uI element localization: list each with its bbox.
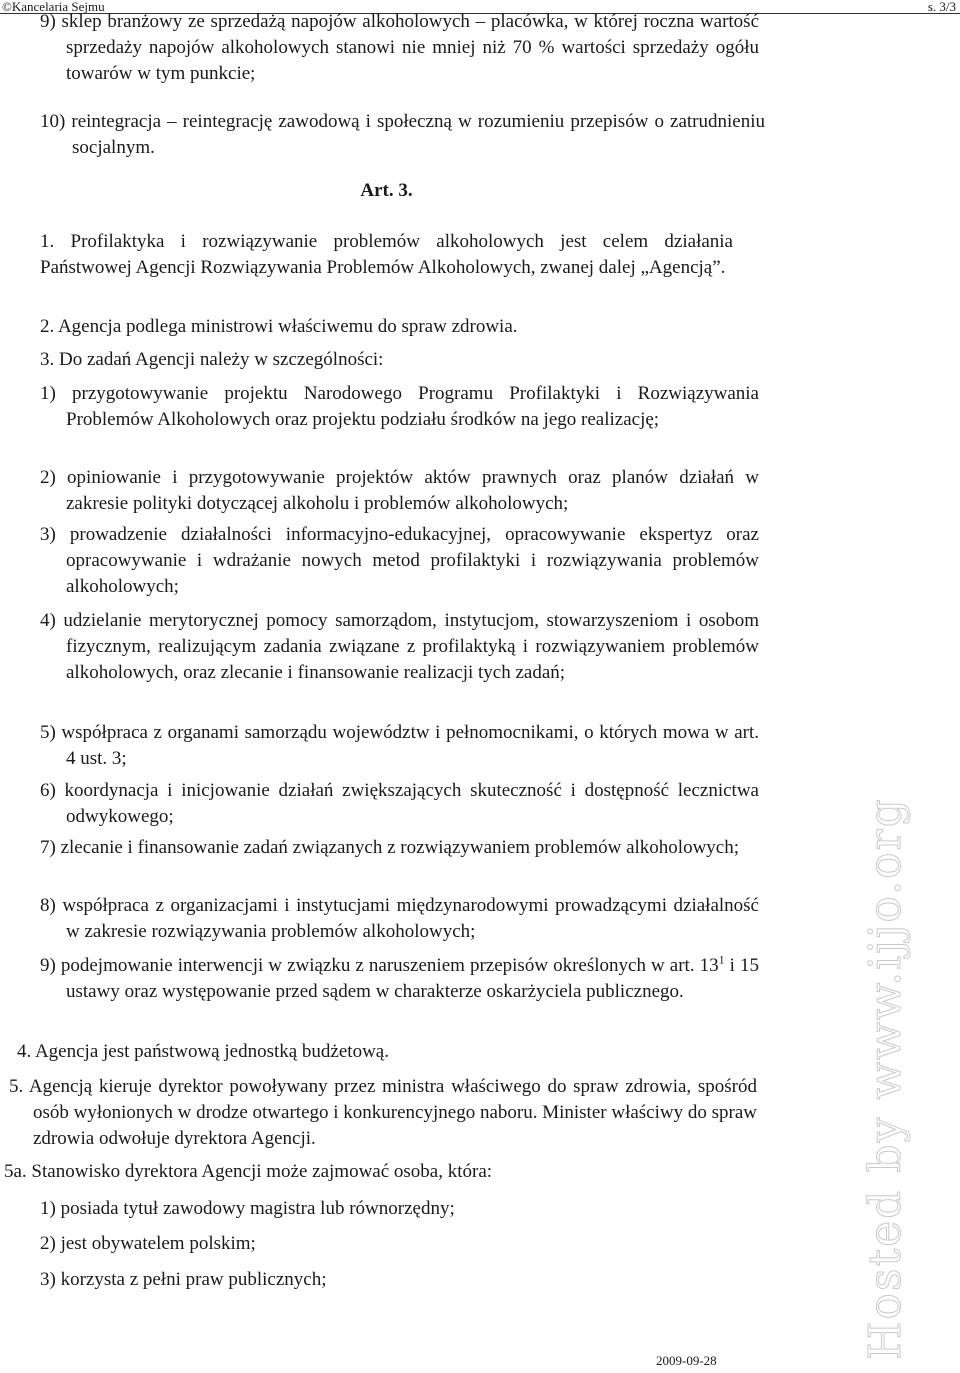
task-item-8: 8) współpraca z organizacjami i instytucjami międzynarodowymi prowadzącymi działalność w zakresie rozwiązywania problemów alkoholowych;	[40, 895, 759, 942]
article-paragraph-1: 1. Profilaktyka i rozwiązywanie problemów alkoholowych jest celem działania Państwowej Agencji Rozwiązywania Problemów Alkoholowych, zwanej dalej „Agencją”.	[40, 231, 733, 278]
article-paragraph-3: 3. Do zadań Agencji należy w szczególności:	[40, 349, 384, 370]
watermark-text: Hosted by www.ijjo.org	[860, 797, 911, 1360]
article-paragraph-5a: 5a. Stanowisko dyrektora Agencji może zajmować osoba, która:	[4, 1161, 493, 1182]
task-item-9-superscript: 1	[718, 952, 725, 967]
task-item-9	[40, 953, 759, 1005]
task-item-6: 6) koordynacja i inicjowanie działań zwiększających skuteczność i dostępność lecznictwa odwykowego;	[40, 780, 759, 827]
definition-item-10: 10) reintegracja – reintegrację zawodową i społeczną w rozumieniu przepisów o zatrudnieniu socjalnym.	[40, 111, 765, 158]
task-item-7: 7) zlecanie i finansowanie zadań związanych z rozwiązywaniem problemów alkoholowych;	[40, 837, 740, 858]
article-paragraph-4: 4. Agencja jest państwową jednostką budżetową.	[17, 1041, 389, 1062]
requirement-item-1: 1) posiada tytuł zawodowy magistra lub równorzędny;	[40, 1198, 455, 1219]
publisher-label: ©Kancelaria Sejmu	[2, 0, 105, 14]
task-item-2: 2) opiniowanie i przygotowywanie projektów aktów prawnych oraz planów działań w zakresie polityki dotyczącej alkoholu i problemów alkoholowych;	[40, 467, 759, 514]
article-paragraph-5: 5. Agencją kieruje dyrektor powoływany przez ministra właściwego do spraw zdrowia, spośród osób wyłonionych w drodze otwartego i konkurencyjnego naboru. Minister właściwy do spraw zdrowia odwołuje dyrektora Agencji.	[9, 1076, 757, 1149]
requirement-item-3: 3) korzysta z pełni praw publicznych;	[40, 1269, 327, 1290]
task-item-1: 1) przygotowywanie projektu Narodowego Programu Profilaktyki i Rozwiązywania Problemów Alkoholowych oraz projektu podziału środków na jego realizację;	[40, 383, 759, 430]
page-number: s. 3/3	[927, 0, 956, 14]
task-item-3: 3) prowadzenie działalności informacyjno-edukacyjnej, opracowywanie ekspertyz oraz opracowywanie i wdrażanie nowych metod profilaktyki i rozwiązywania problemów alkoholowych;	[40, 524, 759, 597]
footer-date: 2009-09-28	[656, 1353, 717, 1368]
task-item-9-text-before: 9) podejmowanie interwencji w związku z naruszeniem przepisów określonych w art. 13	[40, 955, 719, 976]
task-item-5: 5) współpraca z organami samorządu województw i pełnomocnikami, o których mowa w art. 4 ust. 3;	[40, 722, 759, 769]
article-paragraph-2: 2. Agencja podlega ministrowi właściwemu do spraw zdrowia.	[40, 316, 518, 337]
task-item-9-text-after: i 15 ustawy oraz występowanie przed sądem w charakterze oskarżyciela publicznego.	[66, 955, 760, 1002]
requirement-item-2: 2) jest obywatelem polskim;	[40, 1233, 256, 1254]
article-heading: Art. 3.	[360, 180, 413, 201]
task-item-4: 4) udzielanie merytorycznej pomocy samorządom, instytucjom, stowarzyszeniom i osobom fizycznym, realizującym zadania związane z profilaktyką i rozwiązywaniem problemów alkoholowych, oraz zlecanie i finansowanie realizacji tych zadań;	[40, 610, 759, 683]
definition-item-9: 9) sklep branżowy ze sprzedażą napojów alkoholowych – placówka, w której roczna wartość sprzedaży napojów alkoholowych stanowi nie mniej niż 70 % wartości sprzedaży ogółu towarów w tym punkcie;	[40, 11, 759, 84]
